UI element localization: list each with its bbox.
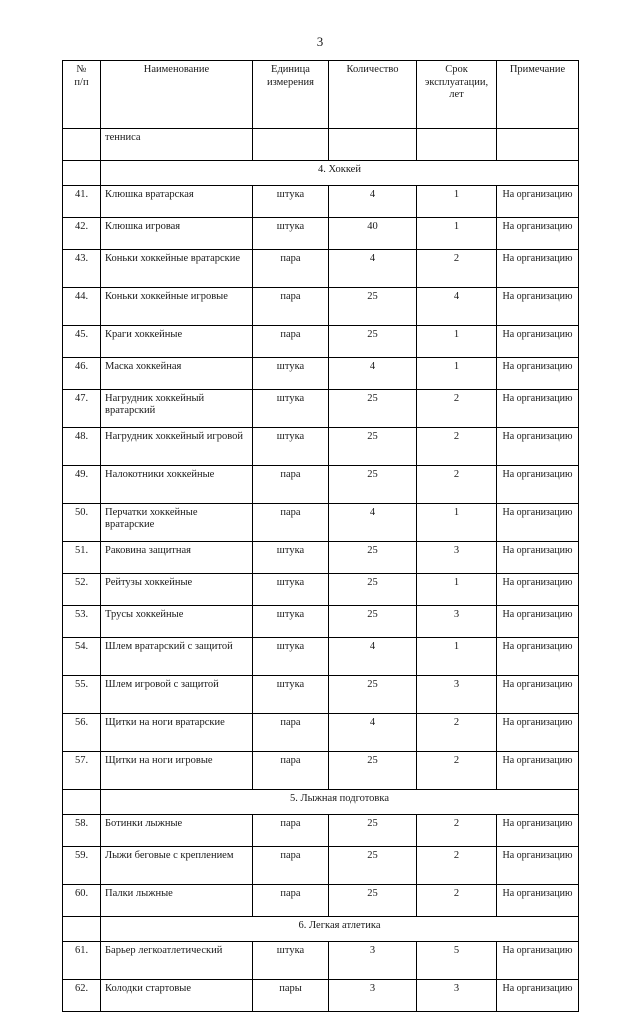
row-service-life: 1 xyxy=(417,186,497,218)
row-unit: пара xyxy=(253,250,329,288)
row-note: На организацию xyxy=(497,504,579,542)
row-service-life: 3 xyxy=(417,606,497,638)
section-header-row xyxy=(63,161,579,186)
row-number: 43. xyxy=(63,250,101,288)
row-service-life: 1 xyxy=(417,326,497,358)
row-number: 51. xyxy=(63,542,101,574)
row-service-life: 1 xyxy=(417,218,497,250)
column-header-service-life: Срок эксплуатации, лет xyxy=(417,61,497,129)
table-row xyxy=(63,129,579,161)
table-row xyxy=(63,326,579,358)
row-number: 54. xyxy=(63,638,101,676)
row-note xyxy=(497,129,579,161)
table-row xyxy=(63,428,579,466)
row-item-name: Рейтузы хоккейные xyxy=(101,574,253,606)
table-row xyxy=(63,542,579,574)
column-header-number: № п/п xyxy=(63,61,101,129)
row-number: 42. xyxy=(63,218,101,250)
row-service-life: 2 xyxy=(417,390,497,428)
row-quantity: 25 xyxy=(329,542,417,574)
row-note: На организацию xyxy=(497,358,579,390)
section-blank-cell xyxy=(63,790,101,815)
row-number: 45. xyxy=(63,326,101,358)
row-quantity: 25 xyxy=(329,574,417,606)
row-number: 53. xyxy=(63,606,101,638)
row-number: 58. xyxy=(63,815,101,847)
row-number: 48. xyxy=(63,428,101,466)
row-note: На организацию xyxy=(497,186,579,218)
column-header-quantity: Количество xyxy=(329,61,417,129)
row-item-name: Клюшка вратарская xyxy=(101,186,253,218)
table-row xyxy=(63,186,579,218)
row-service-life: 2 xyxy=(417,815,497,847)
table-row xyxy=(63,714,579,752)
row-number: 55. xyxy=(63,676,101,714)
table-row xyxy=(63,752,579,790)
row-unit xyxy=(253,129,329,161)
row-number: 49. xyxy=(63,466,101,504)
row-quantity: 25 xyxy=(329,676,417,714)
row-item-name: Раковина защитная xyxy=(101,542,253,574)
row-quantity: 4 xyxy=(329,250,417,288)
row-item-name: Налокотники хоккейные xyxy=(101,466,253,504)
row-quantity xyxy=(329,129,417,161)
row-quantity: 25 xyxy=(329,606,417,638)
row-item-name: Коньки хоккейные игровые xyxy=(101,288,253,326)
row-note: На организацию xyxy=(497,752,579,790)
section-blank-cell xyxy=(63,161,101,186)
row-unit: штука xyxy=(253,638,329,676)
row-service-life: 3 xyxy=(417,542,497,574)
row-note: На организацию xyxy=(497,815,579,847)
row-item-name: Коньки хоккейные вратарские xyxy=(101,250,253,288)
table-row xyxy=(63,942,579,980)
table-body xyxy=(63,129,579,1012)
column-header-unit: Единица измерения xyxy=(253,61,329,129)
page-number: 3 xyxy=(316,34,324,49)
row-quantity: 25 xyxy=(329,428,417,466)
row-quantity: 4 xyxy=(329,504,417,542)
row-unit: штука xyxy=(253,428,329,466)
row-item-name: Клюшка игровая xyxy=(101,218,253,250)
row-unit: штука xyxy=(253,186,329,218)
row-service-life: 2 xyxy=(417,250,497,288)
row-service-life: 3 xyxy=(417,980,497,1012)
row-service-life: 1 xyxy=(417,358,497,390)
row-quantity: 25 xyxy=(329,752,417,790)
table-row xyxy=(63,638,579,676)
column-header-name: Наименование xyxy=(101,61,253,129)
row-service-life: 1 xyxy=(417,504,497,542)
table-row xyxy=(63,606,579,638)
row-quantity: 25 xyxy=(329,885,417,917)
section-title: 5. Лыжная подготовка xyxy=(101,790,579,815)
row-note: На организацию xyxy=(497,250,579,288)
row-quantity: 3 xyxy=(329,980,417,1012)
table-row xyxy=(63,218,579,250)
row-unit: штука xyxy=(253,942,329,980)
row-unit: штука xyxy=(253,390,329,428)
row-quantity: 4 xyxy=(329,358,417,390)
table-header xyxy=(63,61,579,129)
row-item-name: Щитки на ноги вратарские xyxy=(101,714,253,752)
table-header-row xyxy=(63,61,579,129)
row-unit: пара xyxy=(253,466,329,504)
row-item-name: Нагрудник хоккейный игровой xyxy=(101,428,253,466)
table-row xyxy=(63,288,579,326)
table-row xyxy=(63,676,579,714)
row-item-name: Ботинки лыжные xyxy=(101,815,253,847)
row-service-life xyxy=(417,129,497,161)
row-quantity: 25 xyxy=(329,326,417,358)
row-number: 47. xyxy=(63,390,101,428)
equipment-table xyxy=(62,60,579,1012)
row-note: На организацию xyxy=(497,638,579,676)
section-title: 4. Хоккей xyxy=(101,161,579,186)
row-service-life: 1 xyxy=(417,638,497,676)
row-number: 62. xyxy=(63,980,101,1012)
row-unit: пары xyxy=(253,980,329,1012)
row-service-life: 2 xyxy=(417,847,497,885)
table-row xyxy=(63,504,579,542)
row-service-life: 2 xyxy=(417,428,497,466)
row-unit: штука xyxy=(253,606,329,638)
row-item-name: Барьер легкоатлетический xyxy=(101,942,253,980)
table-row xyxy=(63,466,579,504)
row-unit: пара xyxy=(253,885,329,917)
row-service-life: 3 xyxy=(417,676,497,714)
row-unit: штука xyxy=(253,542,329,574)
row-item-name: Краги хоккейные xyxy=(101,326,253,358)
row-note: На организацию xyxy=(497,428,579,466)
row-unit: пара xyxy=(253,847,329,885)
row-unit: штука xyxy=(253,574,329,606)
row-unit: пара xyxy=(253,752,329,790)
row-quantity: 4 xyxy=(329,186,417,218)
row-note: На организацию xyxy=(497,288,579,326)
row-item-name: Шлем вратарский с защитой xyxy=(101,638,253,676)
row-note: На организацию xyxy=(497,606,579,638)
row-item-name: Трусы хоккейные xyxy=(101,606,253,638)
column-header-note: Примечание xyxy=(497,61,579,129)
row-quantity: 25 xyxy=(329,288,417,326)
table-row xyxy=(63,847,579,885)
row-number: 60. xyxy=(63,885,101,917)
row-service-life: 2 xyxy=(417,466,497,504)
row-quantity: 25 xyxy=(329,466,417,504)
row-number: 59. xyxy=(63,847,101,885)
row-note: На организацию xyxy=(497,218,579,250)
row-quantity: 4 xyxy=(329,714,417,752)
row-item-name: Нагрудник хоккейный вратарский xyxy=(101,390,253,428)
row-quantity: 25 xyxy=(329,847,417,885)
row-note: На организацию xyxy=(497,714,579,752)
row-item-name: Лыжи беговые с креплением xyxy=(101,847,253,885)
row-item-name: Маска хоккейная xyxy=(101,358,253,390)
equipment-table-container xyxy=(62,60,578,1012)
row-number: 56. xyxy=(63,714,101,752)
row-note: На организацию xyxy=(497,326,579,358)
row-unit: пара xyxy=(253,714,329,752)
row-quantity: 25 xyxy=(329,815,417,847)
row-quantity: 25 xyxy=(329,390,417,428)
row-unit: штука xyxy=(253,676,329,714)
row-unit: пара xyxy=(253,504,329,542)
row-service-life: 4 xyxy=(417,288,497,326)
row-service-life: 5 xyxy=(417,942,497,980)
table-row xyxy=(63,885,579,917)
row-service-life: 2 xyxy=(417,885,497,917)
row-note: На организацию xyxy=(497,542,579,574)
row-note: На организацию xyxy=(497,885,579,917)
row-note: На организацию xyxy=(497,980,579,1012)
row-unit: штука xyxy=(253,358,329,390)
row-item-name: Перчатки хоккейные вратарские xyxy=(101,504,253,542)
row-number: 52. xyxy=(63,574,101,606)
row-quantity: 4 xyxy=(329,638,417,676)
row-number: 57. xyxy=(63,752,101,790)
row-note: На организацию xyxy=(497,847,579,885)
section-title: 6. Легкая атлетика xyxy=(101,917,579,942)
table-row xyxy=(63,574,579,606)
row-item-name: тенниса xyxy=(101,129,253,161)
row-note: На организацию xyxy=(497,390,579,428)
row-item-name: Шлем игровой с защитой xyxy=(101,676,253,714)
row-number: 41. xyxy=(63,186,101,218)
table-row xyxy=(63,250,579,288)
table-row xyxy=(63,358,579,390)
section-header-row xyxy=(63,917,579,942)
row-service-life: 1 xyxy=(417,574,497,606)
section-header-row xyxy=(63,790,579,815)
row-note: На организацию xyxy=(497,942,579,980)
table-row xyxy=(63,815,579,847)
row-number: 44. xyxy=(63,288,101,326)
row-item-name: Колодки стартовые xyxy=(101,980,253,1012)
row-unit: пара xyxy=(253,288,329,326)
table-row xyxy=(63,390,579,428)
row-number: 50. xyxy=(63,504,101,542)
row-number xyxy=(63,129,101,161)
row-item-name: Палки лыжные xyxy=(101,885,253,917)
row-note: На организацию xyxy=(497,466,579,504)
row-quantity: 3 xyxy=(329,942,417,980)
row-note: На организацию xyxy=(497,574,579,606)
table-row xyxy=(63,980,579,1012)
row-service-life: 2 xyxy=(417,714,497,752)
row-unit: пара xyxy=(253,326,329,358)
row-unit: пара xyxy=(253,815,329,847)
row-number: 61. xyxy=(63,942,101,980)
row-quantity: 40 xyxy=(329,218,417,250)
row-service-life: 2 xyxy=(417,752,497,790)
row-unit: штука xyxy=(253,218,329,250)
section-blank-cell xyxy=(63,917,101,942)
row-number: 46. xyxy=(63,358,101,390)
row-item-name: Щитки на ноги игровые xyxy=(101,752,253,790)
row-note: На организацию xyxy=(497,676,579,714)
